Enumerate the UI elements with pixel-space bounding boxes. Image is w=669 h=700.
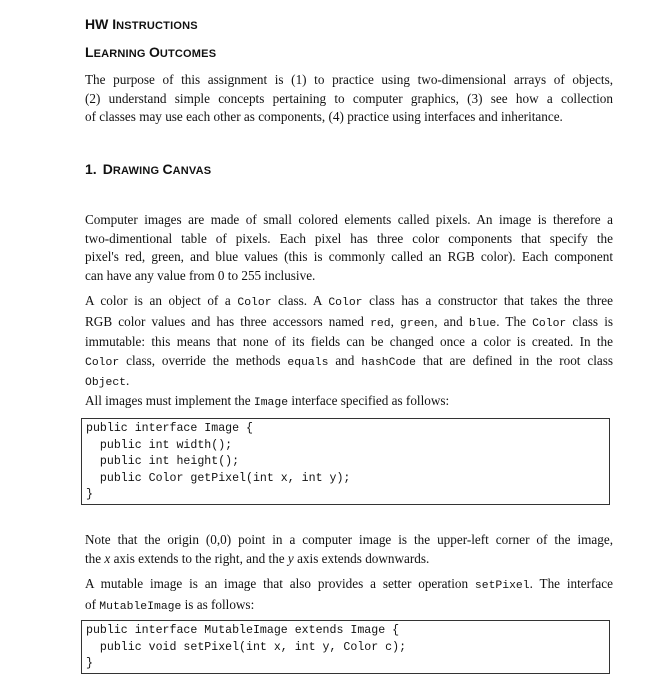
code-inline: setPixel: [474, 580, 530, 592]
text-run: that are defined in the root class: [415, 352, 613, 368]
text-line: immutable: this means that none of its fields can be changed once a color is created. In the: [85, 334, 613, 350]
code-inline: Color: [328, 297, 363, 309]
color-paragraph: [85, 292, 613, 393]
code-line: public Color getPixel(int x, int y);: [86, 471, 351, 485]
text-run: axis extends downwards.: [293, 550, 430, 566]
heading-small-caps: ANVAS: [172, 165, 212, 177]
text-run: . The interface: [529, 576, 613, 591]
text-run: All images must implement the: [85, 393, 254, 408]
heading-letter: D: [102, 161, 113, 177]
text-run: A mutable image is an image that also provides a setter operation: [85, 576, 475, 591]
heading-letter: I: [112, 16, 117, 32]
text-run: and: [328, 352, 362, 368]
section-number: 1.: [85, 161, 97, 177]
text-line: [85, 313, 613, 334]
text-line: (2) understand simple concepts pertaining to computer graphics, (3) see how a collection: [85, 90, 613, 106]
heading-small-caps: EARNING: [93, 48, 149, 60]
mutable-image-code-block: [81, 620, 610, 674]
code-line: }: [86, 657, 93, 671]
text-line: [85, 392, 613, 413]
text-line: [85, 596, 613, 617]
text-run: of: [85, 596, 100, 612]
code-line: public interface Image {: [86, 422, 253, 435]
code-inline: Color: [237, 297, 272, 309]
text-line: [85, 575, 613, 596]
text-line: [85, 550, 613, 569]
text-line: can have any value from 0 to 255 inclusive.: [85, 267, 316, 283]
mutable-image-paragraph: [85, 575, 613, 616]
text-line: of classes may use each other as components, (4) practice using interfaces and inheritance.: [85, 109, 563, 125]
image-interface-paragraph: [85, 392, 613, 413]
code-line: public interface MutableImage extends Image {: [86, 624, 400, 637]
text-run: class is: [566, 313, 614, 329]
heading-small-caps: NSTRUCTIONS: [116, 20, 198, 32]
drawing-canvas-heading: [85, 161, 211, 179]
learning-outcomes-heading: [85, 44, 216, 62]
text-run: the: [85, 550, 105, 566]
text-run: . The: [496, 313, 533, 329]
italic-var: x: [104, 550, 111, 566]
text-line: Note that the origin (0,0) point in a computer image is the upper-left corner of the image,: [85, 532, 613, 547]
text-run: , and: [434, 313, 469, 329]
text-run: interface specified as follows:: [288, 393, 450, 408]
code-inline: red: [370, 317, 391, 330]
code-inline: Object: [85, 377, 127, 390]
text-run: class has a constructor that takes the three: [362, 293, 613, 308]
origin-paragraph: [85, 531, 613, 568]
code-inline: hashCode: [361, 356, 416, 369]
code-line: public int width();: [86, 438, 233, 452]
text-line: pixel's red, green, and blue values (this is commonly called an RGB color). Each component: [85, 249, 613, 265]
text-run: axis extends to the right, and the: [110, 550, 288, 566]
text-line: [85, 352, 613, 373]
text-run: class, override the methods: [119, 352, 288, 368]
heading-letter: C: [162, 161, 173, 177]
text-run: .: [126, 373, 130, 389]
italic-var: y: [287, 550, 294, 566]
heading-small-caps: UTCOMES: [159, 48, 217, 60]
heading-letter: L: [85, 44, 94, 60]
text-run: A color is an object of a: [85, 293, 238, 308]
code-line: public int height();: [86, 455, 240, 469]
code-inline: Image: [253, 397, 289, 409]
code-inline: green: [400, 317, 435, 330]
heading-letter: H: [85, 16, 96, 32]
text-line: two-dimentional table of pixels. Each pixel has three color components that specify the: [85, 230, 613, 246]
text-line: Computer images are made of small colored elements called pixels. An image is therefore a: [85, 212, 613, 227]
heading-letter: W: [95, 16, 113, 32]
code-inline: blue: [468, 317, 497, 330]
text-line: [85, 372, 613, 393]
intro-paragraph: [85, 71, 613, 127]
text-run: RGB color values and has three accessors named: [85, 313, 371, 329]
text-run: ,: [390, 313, 401, 329]
code-inline: MutableImage: [99, 600, 182, 613]
code-inline: equals: [287, 356, 329, 369]
code-inline: Color: [85, 356, 120, 369]
code-inline: Color: [532, 317, 567, 330]
hw-instructions-heading: [85, 16, 198, 34]
image-interface-code-block: [81, 418, 610, 505]
code-line: public void setPixel(int x, int y, Color c);: [86, 640, 407, 654]
text-line: The purpose of this assignment is (1) to practice using two-dimensional arrays of objects,: [85, 72, 613, 87]
text-run: is as follows:: [181, 596, 255, 612]
text-run: class. A: [271, 293, 329, 308]
heading-small-caps: RAWING: [112, 165, 163, 177]
code-line: }: [86, 488, 93, 502]
heading-letter: O: [148, 44, 160, 60]
text-line: [85, 292, 613, 313]
pixels-paragraph: [85, 211, 613, 285]
